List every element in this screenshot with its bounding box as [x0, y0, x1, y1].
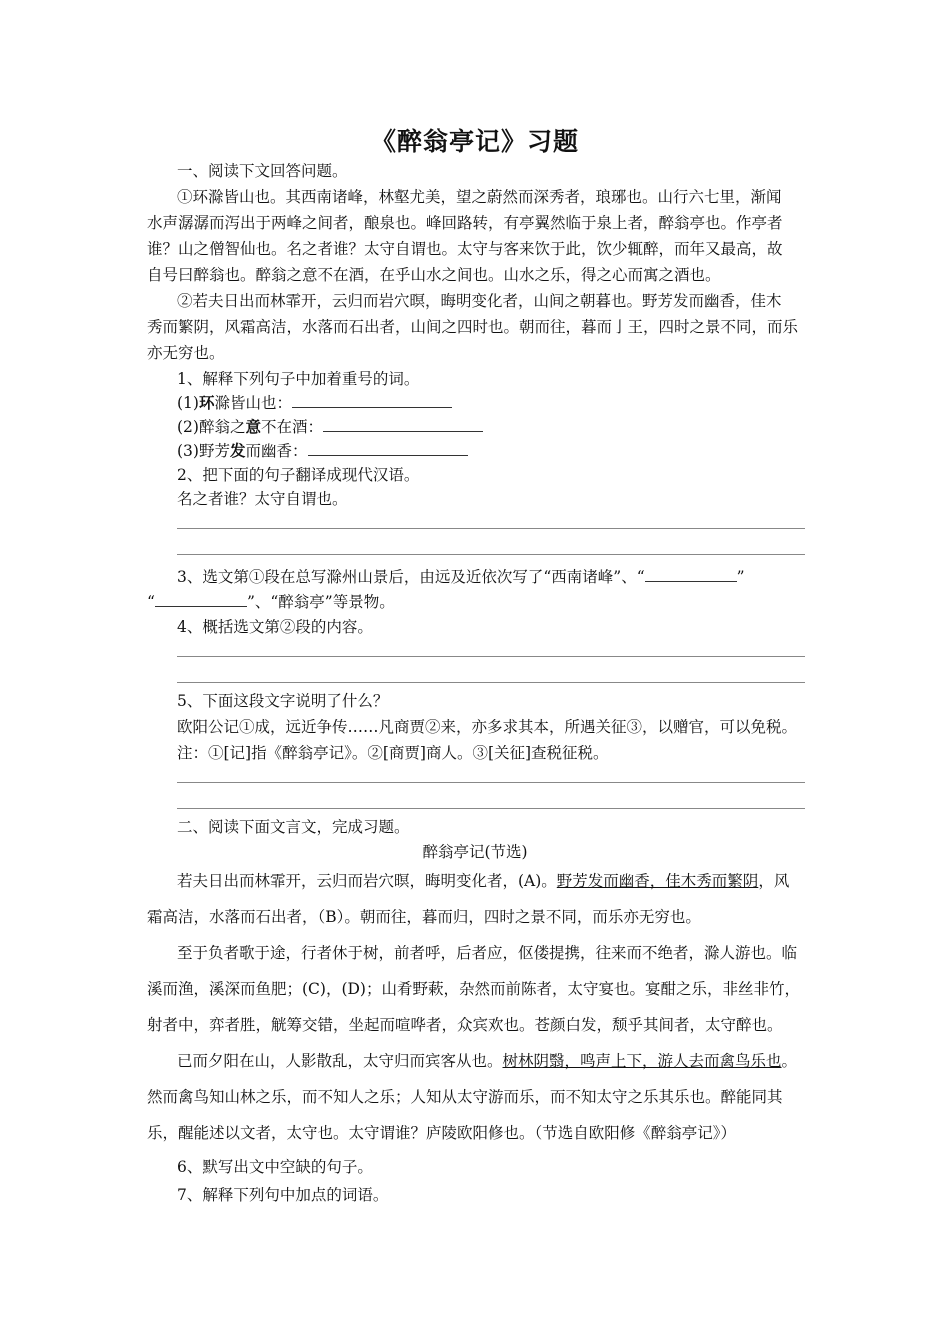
page-title: 《醉翁亭记》习题	[370, 127, 579, 156]
s2-p1-text-a: 若夫日出而林霏开，云归而岩穴暝，晦明变化者，(A)。	[177, 872, 557, 890]
q1-item-2	[177, 416, 483, 438]
s2-p3-text-a: 已而夕阳在山，人影散乱，太守归而宾客从也。	[177, 1052, 503, 1070]
q1-item-3	[177, 440, 468, 462]
para2-line1: ②若夫日出而林霏开，云归而岩穴暝，晦明变化者，山间之朝暮也。野芳发而幽香，佳木	[177, 292, 782, 310]
q5-note: 注：①[记]指《醉翁亭记》。②[商贾]商人。③[关征]查税征税。	[177, 744, 609, 762]
q6-label: 6、默写出文中空缺的句子。	[177, 1158, 373, 1176]
q4-label: 4、概括选文第②段的内容。	[177, 618, 373, 636]
q3-line2-start: “	[147, 593, 155, 611]
s2-p2-line3: 射者中，弈者胜，觥筹交错，坐起而喧哗者，众宾欢也。苍颜白发，颓乎其间者，太守醉也。	[147, 1016, 783, 1034]
q1-item-1-answer-blank[interactable]	[292, 393, 452, 408]
s2-p3-underlined: 树林阴翳，鸣声上下，游人去而禽鸟乐也	[502, 1052, 782, 1070]
q2-sentence: 名之者谁？太守自谓也。	[177, 490, 348, 508]
q1-item-1-pre: (1)	[177, 394, 199, 412]
s2-p1-underlined: 野芳发而幽香，佳木秀而繁阴	[556, 872, 759, 890]
q2-answer-line-2[interactable]	[177, 554, 805, 555]
para1-line3: 谁？山之僧智仙也。名之者谁？太守自谓也。太守与客来饮于此，饮少辄醉，而年又最高，故	[147, 240, 783, 258]
q1-item-3-answer-blank[interactable]	[308, 441, 468, 456]
q3-line2	[147, 591, 395, 613]
q2-label: 2、把下面的句子翻译成现代汉语。	[177, 466, 420, 484]
para2-line2: 秀而繁阴，风霜高洁，水落而石出者，山间之四时也。朝而往，暮而亅王，四时之景不同，而乐	[147, 318, 799, 336]
q1-item-3-post: 而幽香：	[245, 442, 308, 460]
q5-answer-line-1[interactable]	[177, 782, 805, 783]
para1-line4: 自号曰醉翁也。醉翁之意不在酒，在乎山水之间也。山水之乐，得之心而寓之酒也。	[147, 266, 721, 284]
q4-answer-line-2[interactable]	[177, 682, 805, 683]
q3-line1-text: 3、选文第①段在总写滁州山景后，由远及近依次写了“西南诸峰”、“	[177, 568, 645, 586]
q3-line1	[177, 566, 745, 588]
q1-item-1-bold: 环	[198, 393, 215, 412]
q1-item-2-pre: (2)醉翁之	[177, 418, 246, 436]
q5-label: 5、下面这段文字说明了什么？	[177, 692, 389, 710]
s2-p3-line2: 然而禽鸟知山林之乐，而不知人之乐；人知从太守游而乐，而不知太守之乐其乐也。醉能同其	[147, 1088, 783, 1106]
s2-p2-line2: 溪而渔，溪深而鱼肥；(C)，(D)；山肴野蔌，杂然而前陈者，太守宴也。宴酣之乐，非丝非竹，	[147, 980, 800, 998]
para1-line2: 水声潺潺而泻出于两峰之间者，酿泉也。峰回路转，有亭翼然临于泉上者，醉翁亭也。作亭者	[147, 214, 783, 232]
q1-item-2-answer-blank[interactable]	[323, 417, 483, 432]
q1-item-3-pre: (3)野芳	[177, 442, 230, 460]
s2-p1-text-b: ，风	[758, 872, 790, 890]
q1-label: 1、解释下列句子中加着重号的词。	[177, 370, 420, 388]
section2-heading: 二、阅读下面文言文，完成习题。	[177, 818, 410, 836]
para2-line3: 亦无穷也。	[147, 344, 225, 362]
s2-p3-text-b: 。	[781, 1052, 798, 1070]
s2-p2-line1: 至于负者歌于途，行者休于树，前者呼，后者应，伛偻提携，往来而不绝者，滁人游也。临	[177, 944, 798, 962]
q3-blank-2[interactable]	[155, 592, 247, 607]
q1-item-2-bold: 意	[245, 417, 261, 436]
section2-subtitle: 醉翁亭记(节选)	[422, 843, 528, 861]
section1-heading: 一、阅读下文回答问题。	[177, 162, 348, 180]
q5-answer-line-2[interactable]	[177, 808, 805, 809]
para1-line1: ①环滁皆山也。其西南诸峰，林壑尤美，望之蔚然而深秀者，琅琊也。山行六七里，渐闻	[177, 188, 782, 206]
q5-text: 欧阳公记①成，远近争传……凡商贾②来，亦多求其本，所遇关征③，以赠官，可以免税。	[177, 718, 798, 736]
q1-item-2-post: 不在酒：	[260, 418, 323, 436]
s2-p3-line3: 乐，醒能述以文者，太守也。太守谓谁？庐陵欧阳修也。（节选自欧阳修《醉翁亭记》）	[147, 1124, 737, 1142]
q3-blank-1[interactable]	[645, 567, 737, 582]
q2-answer-line-1[interactable]	[177, 528, 805, 529]
s2-p1-line2: 霜高洁，水落而石出者，（B）。朝而往，暮而归，四时之景不同，而乐亦无穷也。	[147, 908, 701, 926]
q4-answer-line-1[interactable]	[177, 656, 805, 657]
q1-item-3-bold: 发	[229, 441, 246, 460]
q3-line1-end: ”	[736, 568, 745, 586]
s2-p1-line1	[177, 870, 789, 892]
q1-item-1	[177, 392, 452, 414]
s2-p3-line1	[177, 1050, 797, 1072]
q1-item-1-post: 滁皆山也：	[214, 394, 292, 412]
q7-label: 7、解释下列句中加点的词语。	[177, 1186, 389, 1204]
q3-line2-end: ”、“醉翁亭”等景物。	[246, 593, 395, 611]
